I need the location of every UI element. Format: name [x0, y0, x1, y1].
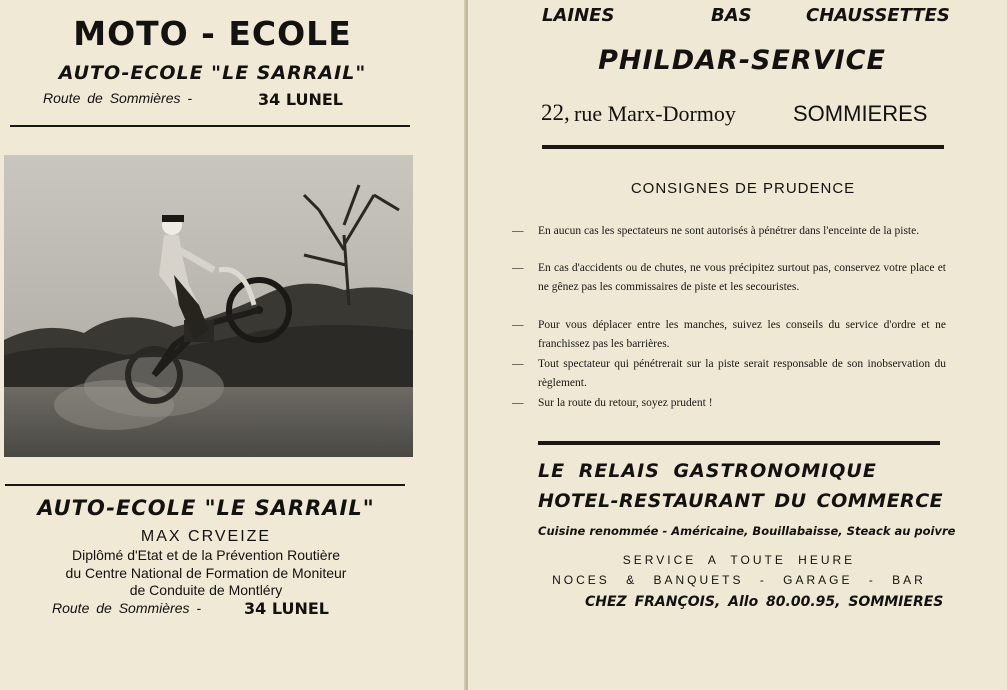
brand-name: PHILDAR-SERVICE	[598, 45, 886, 76]
top-divider	[542, 145, 944, 149]
footer-address-street: Route de Sommières -	[52, 600, 202, 616]
footer-line1: Diplômé d'Etat et de la Prévention Routière	[71, 547, 341, 563]
header-address-city: 34 LUNEL	[258, 90, 343, 109]
consigne-item: — Pour vous déplacer entre les manches, suivez les conseils du service d'ordre et ne franchissez pas les barrières.	[512, 319, 946, 350]
footer-divider	[5, 484, 405, 486]
relais-service: SERVICE A TOUTE HEURE	[622, 553, 856, 567]
relais-cuisine: Cuisine renommée - Américaine, Bouillabaisse, Steack au poivre	[538, 524, 956, 538]
relais-contact: CHEZ FRANÇOIS, Allo 80.00.95, SOMMIERES	[585, 594, 944, 610]
address-street: rue Marx-Dormoy	[574, 101, 736, 126]
bottom-divider	[538, 441, 940, 445]
motocross-rider-photo	[4, 155, 413, 457]
consigne-item: — Sur la route du retour, soyez prudent !	[512, 397, 713, 409]
address-number: 22,	[541, 100, 570, 125]
left-page	[0, 0, 466, 690]
consigne-item: — En aucun cas les spectateurs ne sont autorisés à pénétrer dans l'enceinte de la piste.	[512, 225, 920, 237]
relais-line1: LE RELAIS GASTRONOMIQUE	[538, 460, 877, 482]
product-laines: LAINES	[542, 5, 615, 26]
footer-line3: de Conduite de Montléry	[129, 582, 283, 598]
footer-title: AUTO-ECOLE "LE SARRAIL"	[37, 496, 375, 520]
relais-extras: NOCES & BANQUETS - GARAGE - BAR	[552, 573, 926, 587]
product-bas: BAS	[711, 5, 752, 26]
footer-line2: du Centre National de Formation de Moniteur	[65, 565, 347, 581]
header-address-street: Route de Sommières -	[43, 90, 193, 106]
consigne-item: — En cas d'accidents ou de chutes, ne vous précipitez surtout pas, conservez votre place et ne gênez pas les commissaires de piste et les secouristes.	[512, 262, 946, 293]
footer-name: MAX CRVEIZE	[140, 528, 272, 545]
relais-line2: HOTEL-RESTAURANT DU COMMERCE	[538, 490, 944, 512]
footer-address-city: 34 LUNEL	[244, 599, 329, 618]
header-title: MOTO - ECOLE	[73, 14, 352, 53]
product-chaussettes: CHAUSSETTES	[806, 5, 950, 26]
header-divider	[10, 125, 410, 127]
consigne-item: — Tout spectateur qui pénétrerait sur la piste serait responsable de son inobservation du règlement.	[512, 358, 946, 389]
header-subtitle: AUTO-ECOLE "LE SARRAIL"	[58, 62, 367, 84]
address-city: SOMMIERES	[793, 101, 928, 126]
consignes-title: CONSIGNES DE PRUDENCE	[630, 180, 856, 197]
